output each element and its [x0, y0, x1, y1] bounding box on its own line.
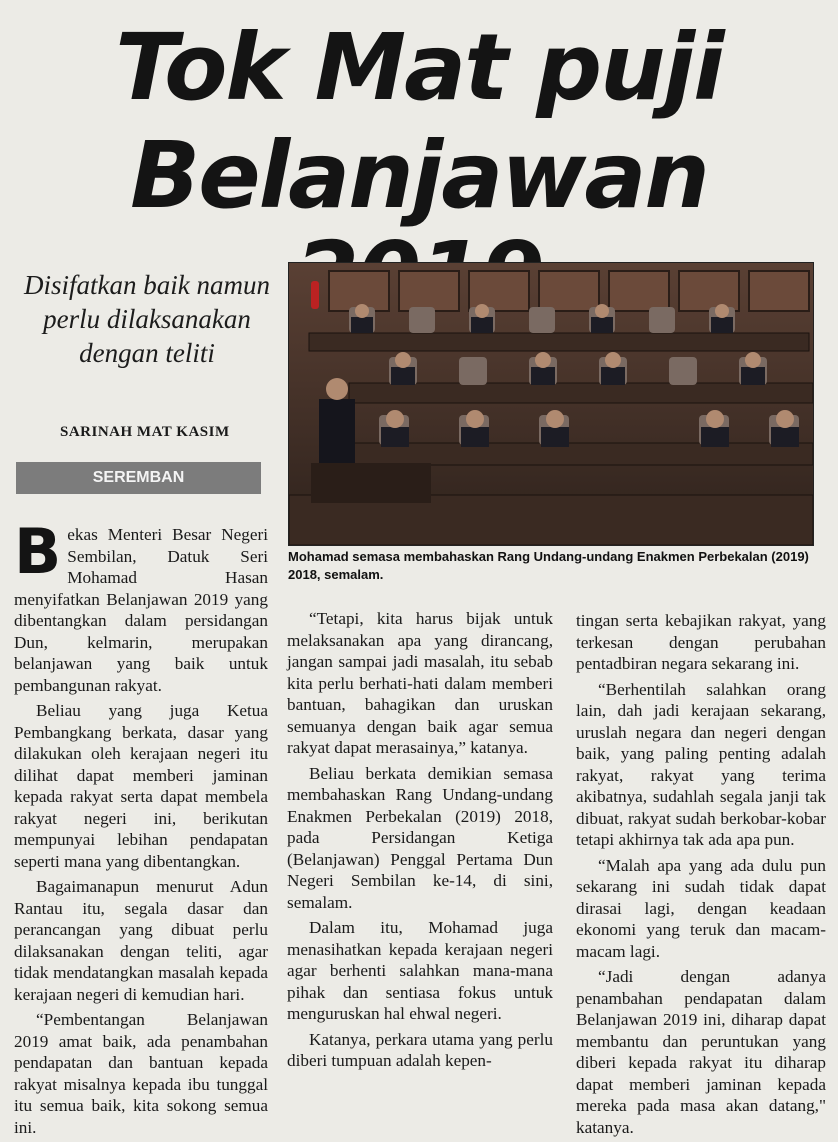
drop-cap: B — [14, 515, 62, 588]
article-column-3 — [576, 610, 826, 1142]
article-paragraph: “Jadi dengan adanya penambahan pendapatan dalam Belanjawan 2019 ini, diharap dapat membantu dan peruntukan yang diberi kepada rakyat itu diharap dapat memberi jaminan kepada mereka pada masa akan datang," katanya. — [576, 967, 826, 1137]
article-paragraph: Dalam itu, Mohamad juga menasihatkan kepada kerajaan negeri agar berhenti salahkan mana-mana pihak dan sentiasa fokus untuk menguruskan hal ehwal negeri. — [287, 918, 553, 1023]
article-paragraph: Bagaimanapun menurut Adun Rantau itu, segala dasar dan perancangan yang dibuat perlu dilaksanakan dengan teliti, agar tidak mendatangkan masalah kepada kerajaan negeri di kemudian hari. — [14, 877, 268, 1004]
article-paragraph: “Pembentangan Belanjawan 2019 amat baik, ada penambahan pendapatan dan bantuan kepada rakyat misalnya kepada ibu tunggal itu semua baik, kita sokong semua ini. — [14, 1010, 268, 1137]
headline-line-2: Belanjawan — [130, 122, 708, 229]
article-column-1 — [14, 515, 268, 1142]
article-text: ekas Menteri Besar Negeri Sembilan, Datuk Seri Mohamad Hasan menyifatkan Belanjawan 2019 yang dibentangkan dalam persidangan Dun, kelmarin, merupakan belanjawan yang baik untuk pembangunan rakyat. — [14, 525, 268, 695]
article-paragraph: “Tetapi, kita harus bijak untuk melaksanakan apa yang dirancang, jangan sampai jadi masalah, itu sebab kita perlu berhati-hati dalam memberi bantuan, bahagikan dan uruskan semuanya dengan baik agar semua rakyat dapat merasainya,” katanya. — [287, 609, 553, 757]
article-paragraph: “Berhentilah salahkan orang lain, dah jadi kerajaan sekarang, uruslah negara dan negeri dengan baik, yang paling penting adalah rakyat, rakyat yang terima akibatnya, sudahlah segala janji tak dibuat, rakyat sudah berkobar-kobar tetapi akhirnya tak ada apa pun. — [576, 679, 826, 849]
assembly-photo — [288, 262, 814, 546]
byline: SARINAH MAT KASIM — [60, 424, 230, 440]
photo-caption: Mohamad semasa membahaskan Rang Undang-undang Enakmen Perbekalan (2019) 2018, semalam. — [288, 549, 809, 582]
location-bar: SEREMBAN — [16, 462, 261, 494]
article-paragraph: tingan serta kebajikan rakyat, yang terkesan dengan perubahan pentadbiran negara sekarang ini. — [576, 611, 826, 673]
standfirst: Disifatkan baik namun perlu dilaksanakan dengan teliti — [24, 270, 270, 368]
article-paragraph: Beliau yang juga Ketua Pembangkang berkata, dasar yang dilakukan oleh kerajaan negeri itu dilihat dapat memberi jaminan kepada rakyat serta dapat membela rakyat negeri ini, berikutan mempunyai lebihan pendapatan seperti mana yang dibentangkan. — [14, 701, 268, 871]
article-column-2 — [287, 608, 553, 1076]
article-paragraph — [14, 515, 268, 696]
article-paragraph: Katanya, perkara utama yang perlu diberi tumpuan adalah kepen- — [287, 1029, 553, 1070]
article-paragraph: “Malah apa yang ada dulu pun sekarang ini sudah tidak dapat dirasai lagi, dengan keadaan ekonomi yang teruk dan macam-macam lagi. — [576, 855, 826, 961]
headline-line-1: Tok Mat puji — [115, 14, 723, 121]
assembly-photo-illustration — [289, 263, 813, 545]
article-paragraph: Beliau berkata demikian semasa membahaskan Rang Undang-undang Enakmen Perbekalan (2019) 2018, pada Persidangan Ketiga (Belanjawan) Penggal Pertama Dun Negeri Sembilan ke-14, di sini, semalam. — [287, 763, 553, 912]
